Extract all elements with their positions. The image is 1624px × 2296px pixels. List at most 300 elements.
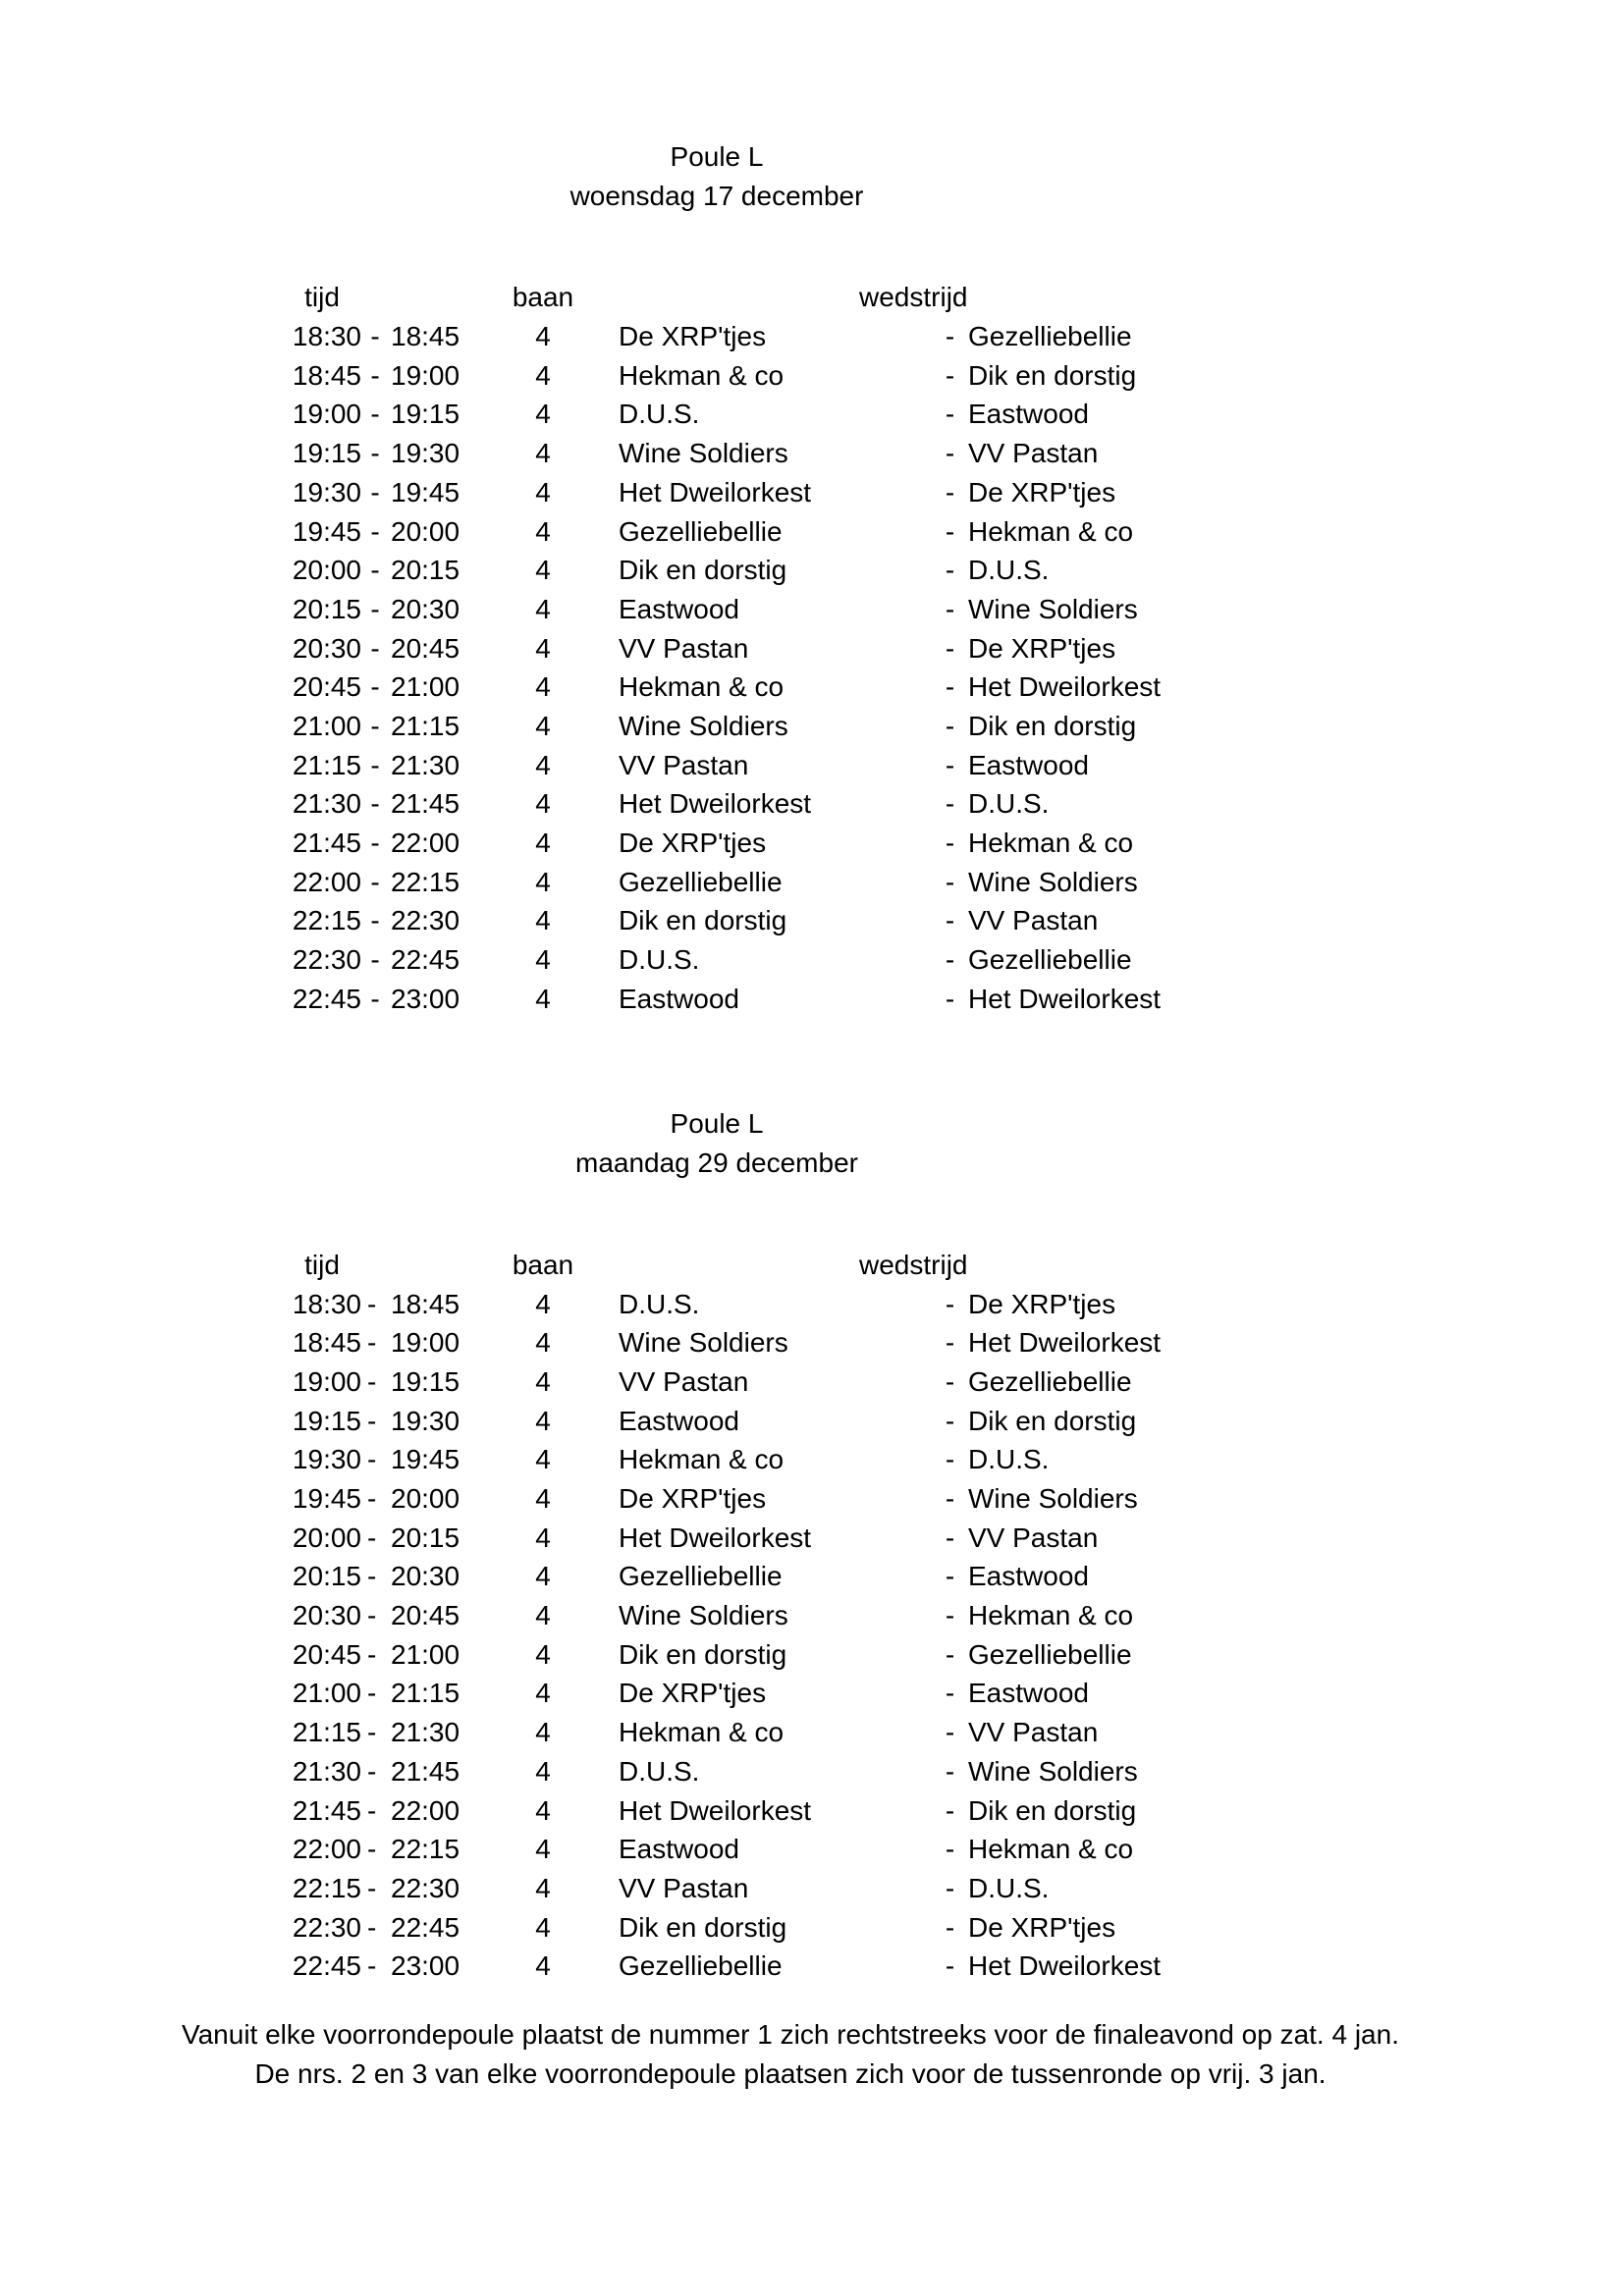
- time-start: 21:45: [292, 1794, 361, 1826]
- home-team: VV Pastan: [619, 1365, 749, 1397]
- match-dash: -: [945, 828, 955, 859]
- away-team: Wine Soldiers: [968, 1483, 1138, 1514]
- away-team: Dik en dorstig: [968, 1794, 1137, 1826]
- section-header: [0, 137, 1434, 215]
- home-team: Hekman & co: [619, 1444, 785, 1475]
- time-start: 22:45: [292, 983, 361, 1014]
- home-team: Eastwood: [619, 1405, 739, 1436]
- time-dash: -: [370, 555, 380, 586]
- match-dash: -: [945, 632, 955, 664]
- lane-number: 4: [535, 749, 551, 780]
- footer-line-1: Vanuit elke voorrondepoule plaatst de nummer 1 zich rechtstreeks voor de finaleavond op zat. 4 jan.: [182, 2018, 1399, 2050]
- match-dash: -: [945, 944, 955, 976]
- away-team: Wine Soldiers: [968, 1755, 1138, 1787]
- time-start: 20:15: [292, 593, 361, 624]
- schedule-row: [283, 1674, 1624, 1713]
- time-start: 21:00: [292, 1678, 361, 1709]
- column-header-wedstrijd: wedstrijd: [859, 1249, 968, 1280]
- away-team: De XRP'tjes: [968, 632, 1116, 664]
- match-dash: -: [945, 788, 955, 820]
- lane-number: 4: [535, 905, 551, 936]
- table-header-row: [283, 278, 1624, 317]
- lane-number: 4: [535, 555, 551, 586]
- away-team: Hekman & co: [968, 1834, 1134, 1865]
- poule-date: maandag 29 december: [575, 1148, 858, 1179]
- lane-number: 4: [535, 983, 551, 1014]
- schedule-row: [283, 1908, 1624, 1948]
- away-team: Het Dweilorkest: [968, 983, 1162, 1014]
- home-team: Eastwood: [619, 593, 739, 624]
- lane-number: 4: [535, 1834, 551, 1865]
- home-team: VV Pastan: [619, 1872, 749, 1903]
- lane-number: 4: [535, 1872, 551, 1903]
- schedule-row: [283, 1713, 1624, 1752]
- home-team: Het Dweilorkest: [619, 788, 812, 820]
- match-dash: -: [945, 1794, 955, 1826]
- lane-number: 4: [535, 515, 551, 547]
- time-dash: -: [370, 788, 380, 820]
- time-start: 19:15: [292, 1405, 361, 1436]
- away-team: De XRP'tjes: [968, 1911, 1116, 1943]
- lane-number: 4: [535, 1288, 551, 1319]
- match-dash: -: [945, 671, 955, 703]
- away-team: Gezelliebellie: [968, 944, 1132, 976]
- match-dash: -: [945, 1444, 955, 1475]
- home-team: Dik en dorstig: [619, 555, 787, 586]
- schedule-row: [283, 356, 1624, 396]
- time-dash: -: [367, 1755, 377, 1787]
- schedule-row: [283, 1285, 1624, 1324]
- time-start: 20:00: [292, 555, 361, 586]
- match-dash: -: [945, 1522, 955, 1553]
- away-team: Gezelliebellie: [968, 1638, 1132, 1670]
- time-dash: -: [370, 593, 380, 624]
- time-dash: -: [367, 1483, 377, 1514]
- time-start: 20:30: [292, 1600, 361, 1631]
- schedule-row: [283, 317, 1624, 356]
- poule-title: Poule L: [670, 141, 764, 172]
- poule-date: woensdag 17 december: [569, 180, 864, 211]
- lane-number: 4: [535, 438, 551, 469]
- away-team: VV Pastan: [968, 438, 1099, 469]
- lane-number: 4: [535, 1950, 551, 1982]
- lane-number: 4: [535, 1638, 551, 1670]
- time-end: 21:45: [391, 1755, 460, 1787]
- time-start: 20:00: [292, 1522, 361, 1553]
- home-team: D.U.S.: [619, 944, 700, 976]
- schedule-row: [283, 667, 1624, 707]
- time-end: 23:00: [391, 1950, 460, 1982]
- time-end: 21:15: [391, 710, 460, 741]
- match-dash: -: [945, 1483, 955, 1514]
- away-team: Gezelliebellie: [968, 321, 1132, 352]
- match-dash: -: [945, 1755, 955, 1787]
- schedule-table: [283, 278, 1624, 1018]
- home-team: Hekman & co: [619, 671, 785, 703]
- time-end: 18:45: [391, 321, 460, 352]
- time-dash: -: [367, 1405, 377, 1436]
- time-end: 22:15: [391, 1834, 460, 1865]
- time-start: 19:45: [292, 515, 361, 547]
- home-team: De XRP'tjes: [619, 828, 767, 859]
- time-dash: -: [367, 1288, 377, 1319]
- schedule-row: [283, 1362, 1624, 1402]
- lane-number: 4: [535, 632, 551, 664]
- time-end: 19:00: [391, 359, 460, 391]
- match-dash: -: [945, 1872, 955, 1903]
- away-team: Het Dweilorkest: [968, 671, 1162, 703]
- time-start: 20:30: [292, 632, 361, 664]
- match-dash: -: [945, 359, 955, 391]
- lane-number: 4: [535, 1678, 551, 1709]
- home-team: De XRP'tjes: [619, 1678, 767, 1709]
- match-dash: -: [945, 1600, 955, 1631]
- time-dash: -: [367, 1600, 377, 1631]
- time-dash: -: [370, 710, 380, 741]
- home-team: Hekman & co: [619, 359, 785, 391]
- time-start: 18:45: [292, 359, 361, 391]
- time-end: 19:15: [391, 1365, 460, 1397]
- time-start: 22:30: [292, 944, 361, 976]
- lane-number: 4: [535, 1561, 551, 1592]
- time-start: 18:45: [292, 1327, 361, 1359]
- lane-number: 4: [535, 866, 551, 897]
- home-team: Het Dweilorkest: [619, 1522, 812, 1553]
- time-end: 21:45: [391, 788, 460, 820]
- time-start: 18:30: [292, 321, 361, 352]
- match-dash: -: [945, 1561, 955, 1592]
- schedule-row: [283, 980, 1624, 1019]
- match-dash: -: [945, 983, 955, 1014]
- away-team: D.U.S.: [968, 555, 1050, 586]
- away-team: Dik en dorstig: [968, 710, 1137, 741]
- time-end: 21:30: [391, 1717, 460, 1748]
- time-dash: -: [370, 749, 380, 780]
- time-end: 19:15: [391, 399, 460, 430]
- time-start: 22:45: [292, 1950, 361, 1982]
- away-team: Dik en dorstig: [968, 1405, 1137, 1436]
- time-start: 19:15: [292, 438, 361, 469]
- column-header-baan: baan: [512, 282, 574, 313]
- time-end: 20:45: [391, 1600, 460, 1631]
- time-start: 21:30: [292, 788, 361, 820]
- schedule-row: [283, 1519, 1624, 1558]
- away-team: VV Pastan: [968, 1717, 1099, 1748]
- lane-number: 4: [535, 321, 551, 352]
- lane-number: 4: [535, 1755, 551, 1787]
- home-team: D.U.S.: [619, 1288, 700, 1319]
- home-team: Dik en dorstig: [619, 905, 787, 936]
- schedule-row: [283, 512, 1624, 552]
- time-start: 22:15: [292, 1872, 361, 1903]
- home-team: Gezelliebellie: [619, 866, 783, 897]
- schedule-row: [283, 590, 1624, 629]
- home-team: Hekman & co: [619, 1717, 785, 1748]
- schedule-row: [283, 629, 1624, 668]
- schedule-row: [283, 1479, 1624, 1519]
- schedule-row: [283, 746, 1624, 785]
- lane-number: 4: [535, 710, 551, 741]
- time-end: 20:45: [391, 632, 460, 664]
- time-end: 22:00: [391, 828, 460, 859]
- time-dash: -: [367, 1561, 377, 1592]
- lane-number: 4: [535, 593, 551, 624]
- schedule-section: [0, 1104, 1624, 1985]
- schedule-row: [283, 1402, 1624, 1441]
- schedule-sections: [0, 137, 1624, 1986]
- home-team: Eastwood: [619, 983, 739, 1014]
- column-header-tijd: tijd: [304, 1249, 340, 1280]
- table-rows: [283, 317, 1624, 1018]
- lane-number: 4: [535, 1327, 551, 1359]
- time-end: 22:45: [391, 1911, 460, 1943]
- time-dash: -: [370, 632, 380, 664]
- time-start: 19:00: [292, 1365, 361, 1397]
- lane-number: 4: [535, 1794, 551, 1826]
- time-start: 19:30: [292, 476, 361, 507]
- away-team: Hekman & co: [968, 1600, 1134, 1631]
- time-start: 22:30: [292, 1911, 361, 1943]
- lane-number: 4: [535, 1717, 551, 1748]
- time-dash: -: [370, 944, 380, 976]
- time-end: 21:15: [391, 1678, 460, 1709]
- schedule-row: [283, 1557, 1624, 1596]
- away-team: D.U.S.: [968, 1872, 1050, 1903]
- time-dash: -: [367, 1834, 377, 1865]
- time-end: 23:00: [391, 983, 460, 1014]
- lane-number: 4: [535, 944, 551, 976]
- away-team: Dik en dorstig: [968, 359, 1137, 391]
- schedule-row: [283, 395, 1624, 434]
- time-dash: -: [367, 1950, 377, 1982]
- column-header-wedstrijd: wedstrijd: [859, 282, 968, 313]
- away-team: Het Dweilorkest: [968, 1327, 1162, 1359]
- away-team: Het Dweilorkest: [968, 1950, 1162, 1982]
- time-dash: -: [370, 321, 380, 352]
- time-start: 19:00: [292, 399, 361, 430]
- table-rows: [283, 1285, 1624, 1986]
- away-team: Hekman & co: [968, 828, 1134, 859]
- match-dash: -: [945, 593, 955, 624]
- away-team: Eastwood: [968, 399, 1089, 430]
- home-team: Dik en dorstig: [619, 1911, 787, 1943]
- match-dash: -: [945, 555, 955, 586]
- home-team: VV Pastan: [619, 749, 749, 780]
- time-dash: -: [370, 828, 380, 859]
- match-dash: -: [945, 1717, 955, 1748]
- lane-number: 4: [535, 1911, 551, 1943]
- time-end: 20:00: [391, 515, 460, 547]
- home-team: Wine Soldiers: [619, 710, 788, 741]
- time-dash: -: [370, 983, 380, 1014]
- lane-number: 4: [535, 1444, 551, 1475]
- footer-line-2: De nrs. 2 en 3 van elke voorrondepoule plaatsen zich voor de tussenronde op vrij. 3 jan.: [254, 2057, 1326, 2089]
- lane-number: 4: [535, 671, 551, 703]
- schedule-row: [283, 551, 1624, 590]
- schedule-row: [283, 434, 1624, 473]
- home-team: Het Dweilorkest: [619, 476, 812, 507]
- time-dash: -: [367, 1327, 377, 1359]
- home-team: Dik en dorstig: [619, 1638, 787, 1670]
- time-start: 20:45: [292, 671, 361, 703]
- time-dash: -: [367, 1794, 377, 1826]
- time-dash: -: [367, 1872, 377, 1903]
- schedule-row: [283, 1947, 1624, 1986]
- time-dash: -: [370, 515, 380, 547]
- poule-title: Poule L: [670, 1108, 764, 1140]
- home-team: Het Dweilorkest: [619, 1794, 812, 1826]
- schedule-row: [283, 1830, 1624, 1869]
- time-end: 22:45: [391, 944, 460, 976]
- time-end: 21:00: [391, 671, 460, 703]
- schedule-row: [283, 473, 1624, 512]
- lane-number: 4: [535, 399, 551, 430]
- time-end: 20:15: [391, 1522, 460, 1553]
- lane-number: 4: [535, 1405, 551, 1436]
- match-dash: -: [945, 1327, 955, 1359]
- footer-note: [0, 2015, 1581, 2093]
- time-dash: -: [367, 1638, 377, 1670]
- lane-number: 4: [535, 476, 551, 507]
- schedule-row: [283, 1440, 1624, 1479]
- time-end: 20:15: [391, 555, 460, 586]
- time-end: 19:30: [391, 1405, 460, 1436]
- schedule-row: [283, 940, 1624, 980]
- home-team: D.U.S.: [619, 399, 700, 430]
- lane-number: 4: [535, 1600, 551, 1631]
- away-team: Gezelliebellie: [968, 1365, 1132, 1397]
- home-team: Eastwood: [619, 1834, 739, 1865]
- home-team: De XRP'tjes: [619, 321, 767, 352]
- schedule-row: [283, 1752, 1624, 1791]
- time-end: 22:30: [391, 1872, 460, 1903]
- home-team: Wine Soldiers: [619, 1327, 788, 1359]
- time-end: 20:30: [391, 1561, 460, 1592]
- away-team: De XRP'tjes: [968, 476, 1116, 507]
- match-dash: -: [945, 905, 955, 936]
- home-team: De XRP'tjes: [619, 1483, 767, 1514]
- home-team: Wine Soldiers: [619, 438, 788, 469]
- time-end: 19:00: [391, 1327, 460, 1359]
- home-team: VV Pastan: [619, 632, 749, 664]
- schedule-row: [283, 784, 1624, 824]
- time-dash: -: [367, 1911, 377, 1943]
- time-dash: -: [367, 1717, 377, 1748]
- schedule-row: [283, 1635, 1624, 1675]
- schedule-section: [0, 137, 1624, 1018]
- match-dash: -: [945, 1405, 955, 1436]
- time-start: 22:15: [292, 905, 361, 936]
- time-dash: -: [370, 671, 380, 703]
- time-dash: -: [370, 399, 380, 430]
- match-dash: -: [945, 1911, 955, 1943]
- time-end: 21:00: [391, 1638, 460, 1670]
- away-team: Eastwood: [968, 1561, 1089, 1592]
- match-dash: -: [945, 399, 955, 430]
- away-team: Eastwood: [968, 749, 1089, 780]
- time-end: 20:30: [391, 593, 460, 624]
- away-team: D.U.S.: [968, 1444, 1050, 1475]
- away-team: VV Pastan: [968, 1522, 1099, 1553]
- time-dash: -: [370, 476, 380, 507]
- lane-number: 4: [535, 788, 551, 820]
- home-team: Wine Soldiers: [619, 1600, 788, 1631]
- home-team: D.U.S.: [619, 1755, 700, 1787]
- time-dash: -: [370, 359, 380, 391]
- time-dash: -: [367, 1365, 377, 1397]
- time-start: 21:30: [292, 1755, 361, 1787]
- match-dash: -: [945, 1678, 955, 1709]
- time-dash: -: [370, 905, 380, 936]
- time-start: 19:45: [292, 1483, 361, 1514]
- time-end: 19:45: [391, 476, 460, 507]
- time-dash: -: [370, 866, 380, 897]
- time-start: 20:15: [292, 1561, 361, 1592]
- match-dash: -: [945, 866, 955, 897]
- lane-number: 4: [535, 1522, 551, 1553]
- match-dash: -: [945, 749, 955, 780]
- schedule-row: [283, 1791, 1624, 1831]
- lane-number: 4: [535, 1483, 551, 1514]
- time-end: 19:45: [391, 1444, 460, 1475]
- lane-number: 4: [535, 359, 551, 391]
- time-dash: -: [367, 1678, 377, 1709]
- time-dash: -: [367, 1444, 377, 1475]
- match-dash: -: [945, 438, 955, 469]
- time-end: 18:45: [391, 1288, 460, 1319]
- schedule-row: [283, 1596, 1624, 1635]
- time-start: 22:00: [292, 866, 361, 897]
- schedule-row: [283, 824, 1624, 863]
- time-end: 20:00: [391, 1483, 460, 1514]
- match-dash: -: [945, 515, 955, 547]
- schedule-row: [283, 707, 1624, 746]
- match-dash: -: [945, 710, 955, 741]
- away-team: VV Pastan: [968, 905, 1099, 936]
- section-header: [0, 1104, 1434, 1182]
- time-end: 22:30: [391, 905, 460, 936]
- time-end: 21:30: [391, 749, 460, 780]
- time-start: 21:15: [292, 1717, 361, 1748]
- time-end: 22:15: [391, 866, 460, 897]
- home-team: Gezelliebellie: [619, 1950, 783, 1982]
- match-dash: -: [945, 321, 955, 352]
- schedule-row: [283, 1869, 1624, 1908]
- time-end: 22:00: [391, 1794, 460, 1826]
- time-start: 21:00: [292, 710, 361, 741]
- time-start: 21:15: [292, 749, 361, 780]
- away-team: Eastwood: [968, 1678, 1089, 1709]
- home-team: Gezelliebellie: [619, 515, 783, 547]
- away-team: De XRP'tjes: [968, 1288, 1116, 1319]
- time-dash: -: [370, 438, 380, 469]
- time-start: 18:30: [292, 1288, 361, 1319]
- lane-number: 4: [535, 828, 551, 859]
- time-start: 21:45: [292, 828, 361, 859]
- schedule-table: [283, 1246, 1624, 1986]
- table-header-row: [283, 1246, 1624, 1285]
- away-team: D.U.S.: [968, 788, 1050, 820]
- match-dash: -: [945, 1950, 955, 1982]
- match-dash: -: [945, 1834, 955, 1865]
- lane-number: 4: [535, 1365, 551, 1397]
- home-team: Gezelliebellie: [619, 1561, 783, 1592]
- column-header-tijd: tijd: [304, 282, 340, 313]
- time-start: 20:45: [292, 1638, 361, 1670]
- match-dash: -: [945, 1365, 955, 1397]
- schedule-row: [283, 1323, 1624, 1362]
- schedule-row: [283, 901, 1624, 940]
